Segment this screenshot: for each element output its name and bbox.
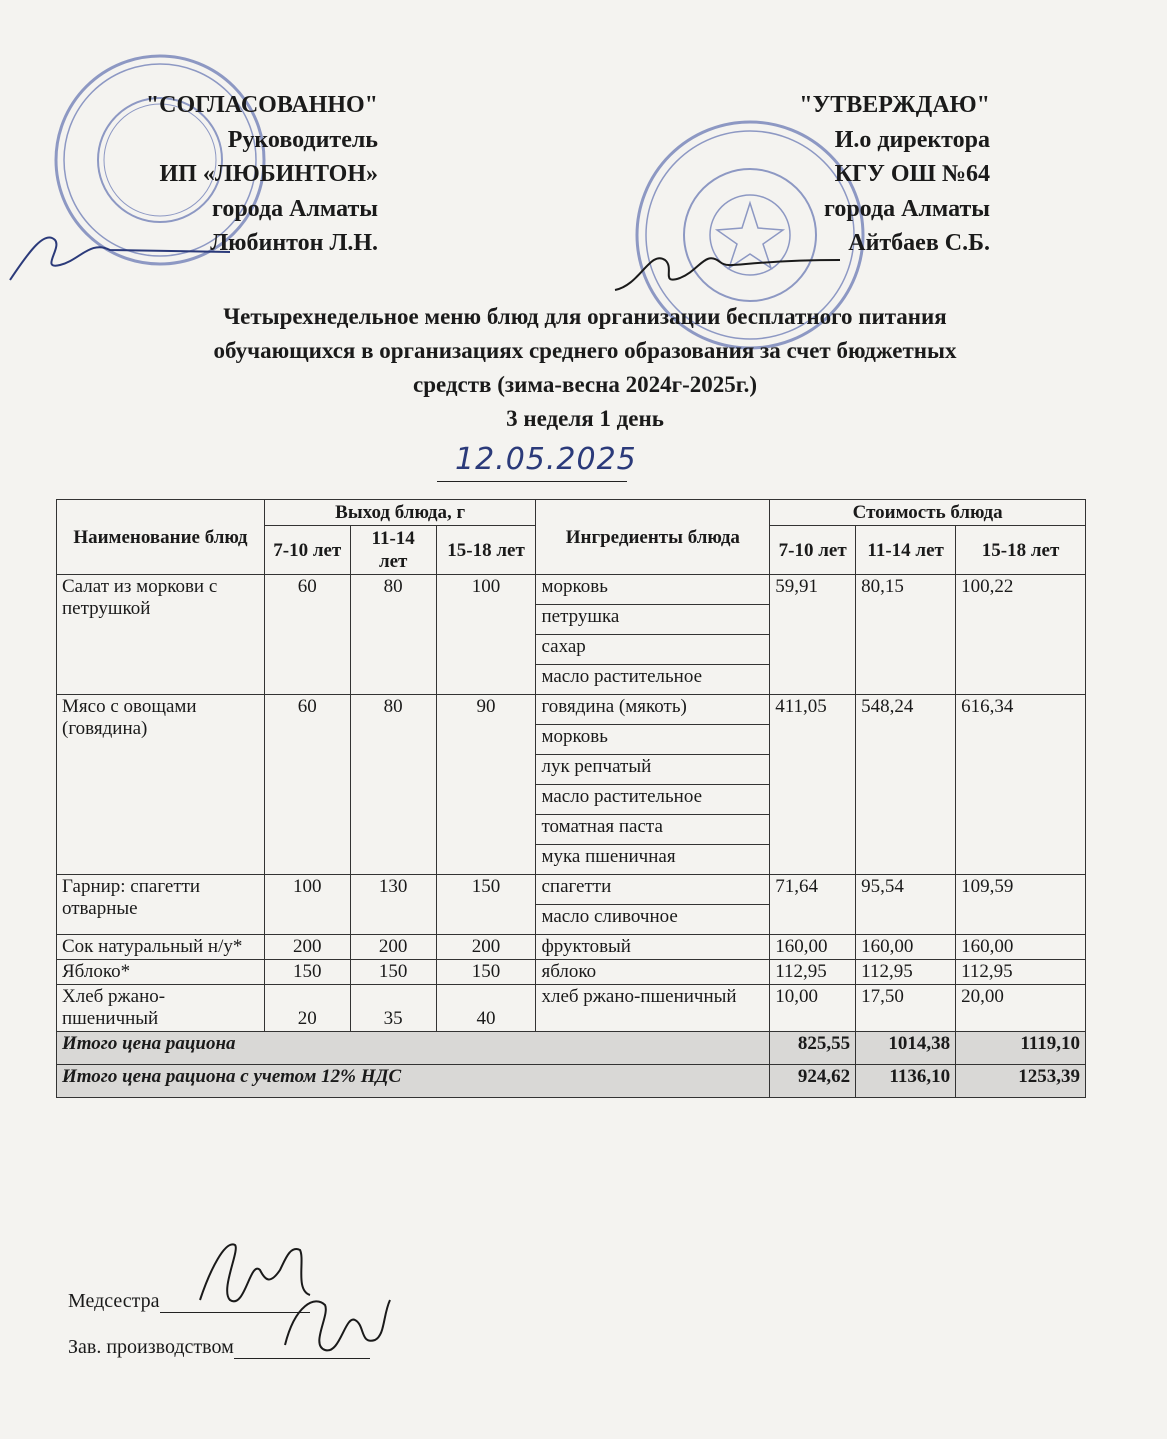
approval-right-line5: Айтбаев С.Б. [848,230,990,256]
yield-age1: 60 [264,695,350,875]
cost-age3: 112,95 [956,960,1086,985]
title-line3: средств (зима-весна 2024г-2025г.) [412,372,758,397]
cost-age2: 112,95 [856,960,956,985]
ingredient: спагетти [536,875,770,905]
yield-age1: 200 [264,935,350,960]
cost-age3: 100,22 [956,575,1086,695]
total-vat-row [57,1065,1086,1098]
signature-left [0,210,240,290]
header-cost-age1: 7-10 лет [770,526,856,575]
approval-left-line3: ИП «ЛЮБИНТОН» [159,161,378,187]
total-label: Итого цена рациона [57,1032,770,1065]
ingredient: масло сливочное [536,905,770,935]
menu-table-body [57,575,1086,1098]
total-age1: 825,55 [770,1032,856,1065]
approval-right-line3: КГУ ОШ №64 [834,161,990,187]
table-row [57,960,1086,985]
yield-age2: 150 [350,960,436,985]
cost-age1: 411,05 [770,695,856,875]
total-age3: 1119,10 [956,1032,1086,1065]
approval-right-line1: "УТВЕРЖДАЮ" [799,92,990,118]
cost-age2: 160,00 [856,935,956,960]
cost-age3: 20,00 [956,985,1086,1032]
yield-age1: 150 [264,960,350,985]
table-row [57,575,1086,605]
ingredient: лук репчатый [536,755,770,785]
dish-name: Мясо с овощами (говядина) [57,695,265,875]
header-yield-age1: 7-10 лет [264,526,350,575]
ingredient: хлеб ржано-пшеничный [536,985,770,1032]
yield-age2: 80 [350,695,436,875]
header-yield-age3: 15-18 лет [436,526,536,575]
yield-age2: 200 [350,935,436,960]
ingredient: говядина (мякоть) [536,695,770,725]
cost-age1: 71,64 [770,875,856,935]
title-line1: Четырехнедельное меню блюд для организации бесплатного питания [223,304,947,329]
approval-right-line2: И.о директора [834,126,990,153]
yield-age2: 130 [350,875,436,935]
dish-name: Гарнир: спагетти отварные [57,875,265,935]
table-row [57,875,1086,905]
ingredient: томатная паста [536,815,770,845]
ingredient: масло растительное [536,785,770,815]
dish-name: Сок натуральный н/у* [57,935,265,960]
signature-right [610,230,850,300]
header-cost-age3: 15-18 лет [956,526,1086,575]
ingredient: масло растительное [536,665,770,695]
approval-left-line1: "СОГЛАСОВАННО" [145,92,378,118]
cost-age1: 160,00 [770,935,856,960]
approval-left-line2: Руководитель [227,126,378,153]
cost-age1: 10,00 [770,985,856,1032]
total-age2: 1014,38 [856,1032,956,1065]
menu-table [56,499,1086,1098]
yield-age1: 60 [264,575,350,695]
header-yield: Выход блюда, г [264,500,536,526]
header-row-1 [57,500,1086,526]
cost-age1: 59,91 [770,575,856,695]
table-row [57,935,1086,960]
yield-age3: 90 [436,695,536,875]
cost-age3: 109,59 [956,875,1086,935]
yield-age2: 35 [350,985,436,1032]
yield-age1: 100 [264,875,350,935]
ingredient: яблоко [536,960,770,985]
handwritten-date [437,438,637,486]
total-row [57,1032,1086,1065]
cost-age2: 548,24 [856,695,956,875]
cost-age2: 95,54 [856,875,956,935]
yield-age1: 20 [264,985,350,1032]
production-signature [275,1285,395,1365]
cost-age1: 112,95 [770,960,856,985]
yield-age3: 150 [436,960,536,985]
nurse-label: Медсестра [68,1290,160,1312]
header-cost: Стоимость блюда [770,500,1086,526]
yield-age3: 200 [436,935,536,960]
table-row [57,695,1086,725]
ingredient: мука пшеничная [536,845,770,875]
total-vat-age2: 1136,10 [856,1065,956,1098]
approval-left-line4: города Алматы [212,195,378,222]
header-name: Наименование блюд [57,500,265,575]
cost-age3: 160,00 [956,935,1086,960]
table-row [57,985,1086,1032]
ingredient: петрушка [536,605,770,635]
title-line4: 3 неделя 1 день [506,406,664,431]
approval-right-line4: города Алматы [824,195,990,222]
ingredient: морковь [536,725,770,755]
total-vat-age1: 924,62 [770,1065,856,1098]
date-text: 12.05.2025 [455,442,637,477]
approval-left-line5: Любинтон Л.Н. [210,230,378,256]
ingredient: сахар [536,635,770,665]
document-title [40,300,1130,436]
dish-name: Яблоко* [57,960,265,985]
ingredient: морковь [536,575,770,605]
yield-age2: 80 [350,575,436,695]
total-vat-label: Итого цена рациона с учетом 12% НДС [57,1065,770,1098]
cost-age2: 17,50 [856,985,956,1032]
production-head-label: Зав. производством [68,1336,234,1358]
header-cost-age2: 11-14 лет [856,526,956,575]
dish-name: Хлеб ржано-пшеничный [57,985,265,1032]
title-line2: обучающихся в организациях среднего образования за счет бюджетных [213,338,957,363]
ingredient: фруктовый [536,935,770,960]
total-vat-age3: 1253,39 [956,1065,1086,1098]
date-underline [437,481,627,482]
cost-age2: 80,15 [856,575,956,695]
dish-name: Салат из моркови с петрушкой [57,575,265,695]
yield-age3: 150 [436,875,536,935]
header-ingredients: Ингредиенты блюда [536,500,770,575]
yield-age3: 40 [436,985,536,1032]
header-yield-age2: 11-14 лет [350,526,436,575]
cost-age3: 616,34 [956,695,1086,875]
yield-age3: 100 [436,575,536,695]
